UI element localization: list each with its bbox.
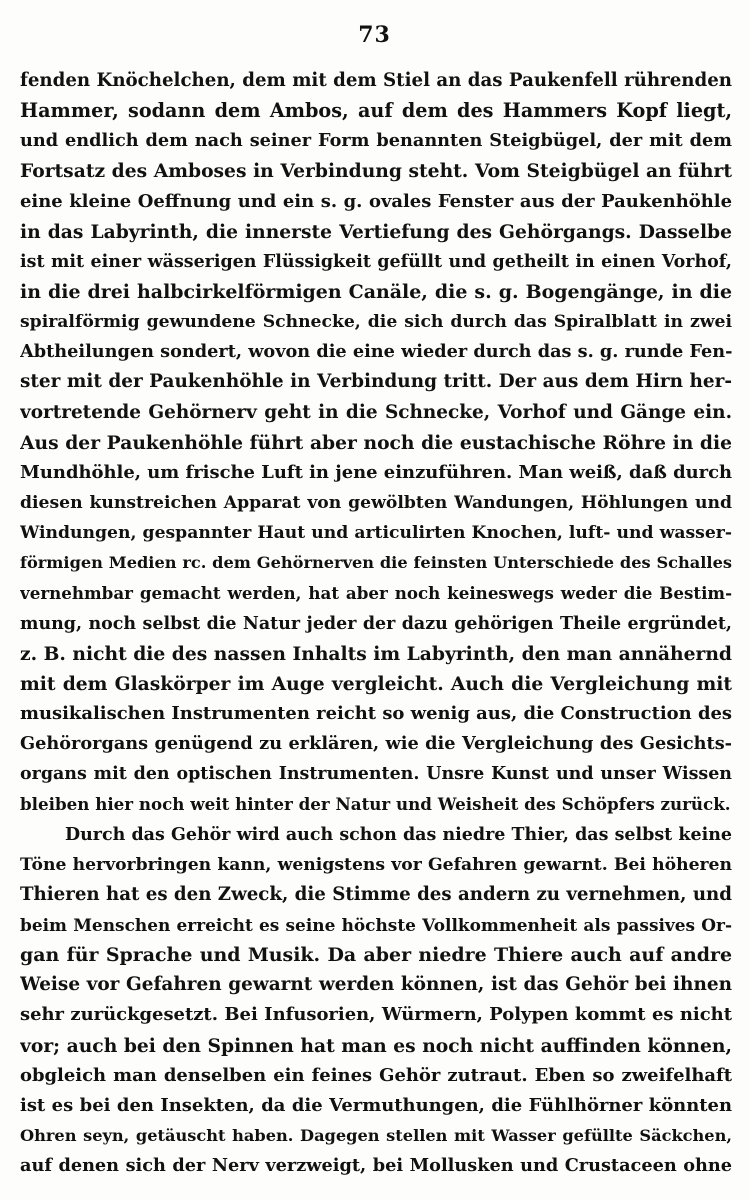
text-line: auf denen sich der Nerv verzweigt, bei Mollusken und Crustaceen ohne [20,1155,732,1177]
body-text [20,66,732,1181]
text-line: Fortsatz des Amboses in Verbindung steht. Vom Steigbügel an führt [20,160,732,183]
text-line: obgleich man denselben ein feines Gehör zutraut. Eben so zweifelhaft [20,1064,732,1086]
text-line: mit dem Glaskörper im Auge vergleicht. Auch die Vergleichung mit [20,672,732,695]
text-line: ist mit einer wässerigen Flüssigkeit gefüllt und getheilt in einen Vorhof, [20,251,732,272]
text-line: Hammer, sodann dem Ambos, auf dem des Hammers Kopf liegt, [20,99,732,123]
text-line: eine kleine Oeffnung und ein s. g. ovales Fenster aus der Paukenhöhle [20,190,732,212]
text-line: sehr zurückgesetzt. Bei Infusorien, Würmern, Polypen kommt es nicht [20,1004,732,1026]
text-line: und endlich dem nach seiner Form benannten Steigbügel, der mit dem [20,130,732,152]
paragraph-end-line: bleiben hier noch weit hinter der Natur und Weisheit des Schöpfers zurück. [20,794,731,815]
text-line: vortretende Gehörnerv geht in die Schnecke, Vorhof und Gänge ein. [20,401,732,423]
text-line: beim Menschen erreicht es seine höchste Vollkommenheit als passives Or- [20,914,732,935]
text-line: Mundhöhle, um frische Luft in jene einzuführen. Man weiß, daß durch [20,461,732,483]
page-number: 73 [358,22,391,48]
text-line: förmigen Medien rc. dem Gehörnerven die feinsten Unterschiede des Schalles [20,553,732,573]
text-line: fenden Knöchelchen, dem mit dem Stiel an das Paukenfell rührenden [20,70,732,91]
paragraph-start-line: Durch das Gehör wird auch schon das niedre Thier, das selbst keine [65,824,732,845]
text-line: spiralförmig gewundene Schnecke, die sich durch das Spiralblatt in zwei [20,312,732,333]
text-line: Aus der Paukenhöhle führt aber noch die eustachische Röhre in die [20,431,732,454]
text-line: Ohren seyn, getäuscht haben. Dagegen stellen mit Wasser gefüllte Säckchen, [20,1125,732,1145]
text-line: musikalischen Instrumenten reicht so wenig aus, die Construction des [20,702,732,724]
text-line: Windungen, gespannter Haut und articulirten Knochen, luft- und wasser- [20,523,732,544]
text-line: vernehmbar gemacht werden, hat aber noch keineswegs weder die Bestim- [20,583,732,604]
text-line: in die drei halbcirkelförmigen Canäle, die s. g. Bogengänge, in die [20,280,732,303]
text-line: mung, noch selbst die Natur jeder der dazu gehörigen Theile ergründet, [20,613,732,634]
text-line: Töne hervorbringen kann, wenigstens vor Gefahren gewarnt. Bei höheren [20,854,732,875]
text-line: diesen kunstreichen Apparat von gewölbten Wandungen, Höhlungen und [20,492,732,513]
text-line: Thieren hat es den Zweck, die Stimme des andern zu vernehmen, und [20,883,732,905]
text-line: Abtheilungen sondert, wovon die eine wieder durch das s. g. runde Fen- [20,341,732,363]
text-line: z. B. nicht die des nassen Inhalts im Labyrinth, den man annähernd [20,642,732,665]
text-line: ster mit der Paukenhöhle in Verbindung tritt. Der aus dem Hirn her- [20,371,732,393]
text-line: vor; auch bei den Spinnen hat man es noch nicht auffinden können, [20,1034,732,1057]
text-line: Gehörorgans genügend zu erklären, wie die Vergleichung des Gesichts- [20,733,732,755]
text-line: in das Labyrinth, die innerste Vertiefung des Gehörgangs. Dasselbe [20,220,732,243]
text-line: organs mit den optischen Instrumenten. Unsre Kunst und unser Wissen [20,764,732,785]
text-line: Weise vor Gefahren gewarnt werden können, ist das Gehör bei ihnen [20,974,732,996]
text-line: gan für Sprache und Musik. Da aber niedre Thiere auch auf andre [20,944,732,967]
text-line: ist es bei den Insekten, da die Vermuthungen, die Fühlhörner könnten [20,1094,732,1116]
